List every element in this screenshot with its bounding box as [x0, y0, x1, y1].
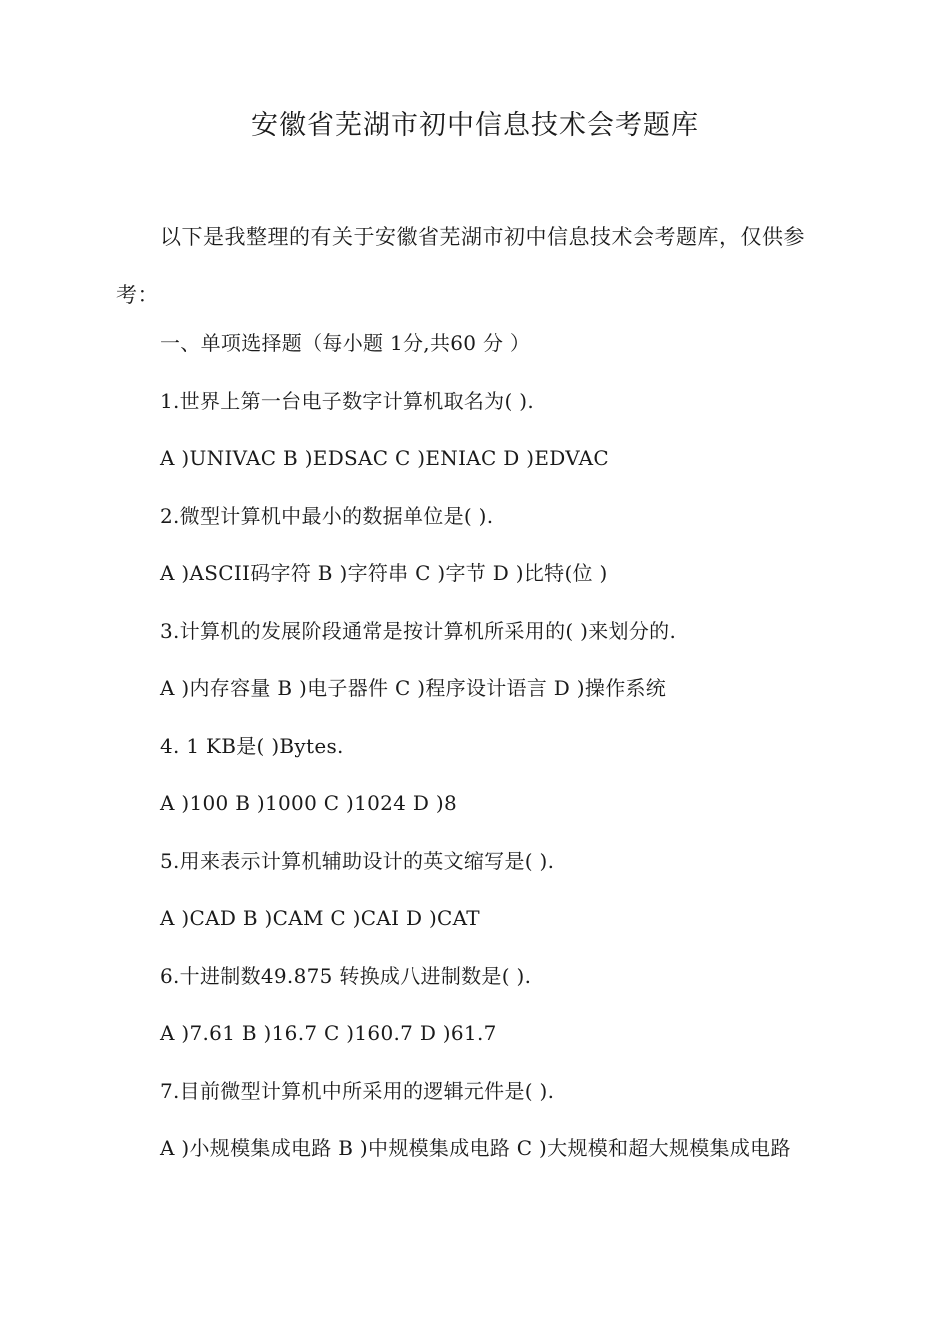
options-3: A )内存容量 B )电子器件 C )程序设计语言 D )操作系统	[160, 676, 667, 700]
options-7: A )小规模集成电路 B )中规模集成电路 C )大规模和超大规模集成电路	[160, 1136, 791, 1160]
question-5: 5.用来表示计算机辅助设计的英文缩写是( ).	[160, 849, 555, 873]
question-2: 2.微型计算机中最小的数据单位是( ).	[160, 504, 494, 528]
options-6: A )7.61 B )16.7 C )160.7 D )61.7	[160, 1021, 497, 1045]
question-4: 4. 1 KB是( )Bytes.	[160, 734, 344, 758]
document-title: 安徽省芜湖市初中信息技术会考题库	[251, 110, 699, 141]
question-7: 7.目前微型计算机中所采用的逻辑元件是( ).	[160, 1079, 555, 1103]
options-1: A )UNIVAC B )EDSAC C )ENIAC D )EDVAC	[160, 446, 610, 470]
question-3: 3.计算机的发展阶段通常是按计算机所采用的( )来划分的.	[160, 619, 677, 643]
options-5: A )CAD B )CAM C )CAI D )CAT	[160, 906, 480, 930]
question-1: 1.世界上第一台电子数字计算机取名为( ).	[160, 389, 535, 413]
section-heading: 一、单项选择题（每小题 1分,共60 分 ）	[160, 331, 531, 355]
options-2: A )ASCII码字符 B )字符串 C )字节 D )比特(位 )	[160, 561, 608, 585]
intro-paragraph: 以下是我整理的有关于安徽省芜湖市初中信息技术会考题库，仅供参考：	[116, 225, 805, 307]
options-4: A )100 B )1000 C )1024 D )8	[160, 791, 457, 815]
question-6: 6.十进制数49.875 转换成八进制数是( ).	[160, 964, 532, 988]
